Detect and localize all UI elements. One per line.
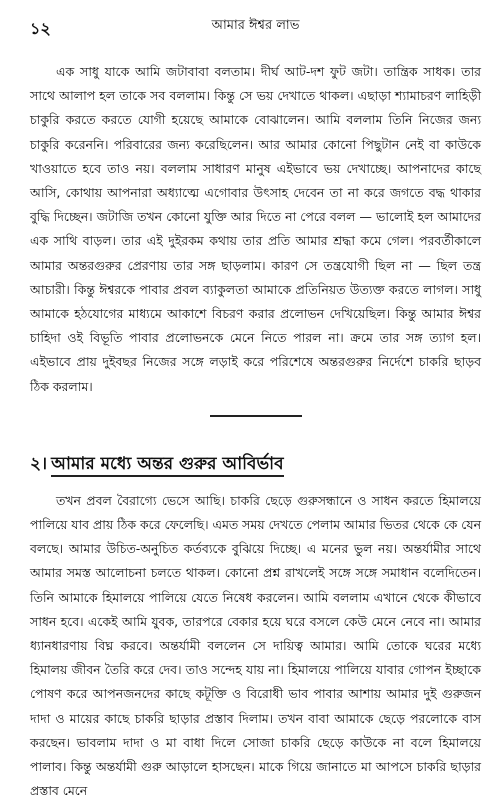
running-title: আমার ঈশ্বর লাভ bbox=[211, 18, 300, 33]
page-number: ১২ bbox=[30, 19, 51, 38]
page-header bbox=[30, 12, 481, 42]
section-divider bbox=[210, 415, 302, 417]
section-title: আমার মধ্যে অন্তর গুরুর আবির্ভাব bbox=[51, 454, 283, 477]
section-heading bbox=[30, 451, 481, 477]
paragraph-1: এক সাধু যাকে আমি জটাবাবা বলতাম। দীর্ঘ আট-দশ ফুট জটা। তান্ত্রিক সাধক। তার সাথে আলাপ হল তাকে সব বললাম। কিন্তু সে ভয় দেখাতে থাকল। এছাড়া শ্যামাচরণ লাহিড়ী চাকুরি করতে করতে যোগী হয়েছে আমাকে বোঝালেন। আমি বললাম তিনি নিজের জন্য চাকুরি করেননি। পরিবারের জন্য করেছিলেন। আর আমার কোনো পিছুটান নেই বা কাউকে খাওয়াতে হবে তাও নয়। বললাম সাধারণ মানুষ এইভাবে ভয় দেখাচ্ছে। আপনাদের কাছে আসি, কোথায় আপনারা অধ্যাত্মে এগোবার উৎসাহ দেবেন তা না করে জগতে বদ্ধ থাকার বুদ্ধি দিচ্ছেন। জটাজি তখন কোনো যুক্তি আর দিতে না পেরে বলল — ভালোই হল আমাদের এক সাথি বাড়ল। তার এই দুইরকম কথায় তার প্রতি আমার শ্রদ্ধা কমে গেল। পরবর্তীকালে আমার অন্তরগুরুর প্রেরণায় তার সঙ্গ ছাড়লাম। কারণ সে তন্ত্রযোগী ছিল না — ছিল তন্ত্র আচারী। কিন্তু ঈশ্বরকে পাবার প্রবল ব্যাকুলতা আমাকে প্রতিনিয়ত উত্যক্ত করতে লাগল। সাধু আমাকে হঠযোগের মাধ্যমে আকাশে বিচরণ করার প্রলোভন দেখিয়েছিল। কিন্তু আমার ঈশ্বর চাহিদা ওই বিভূতি পাবার প্রলোভনকে মেনে নিতে পারল না। ক্রমে তার সঙ্গ ত্যাগ হল। এইভাবে প্রায় দুইবছর নিজের সঙ্গে লড়াই করে পরিশেষে অন্তরগুরুর নির্দেশে চাকরি ছাড়ব ঠিক করলাম। bbox=[30, 64, 481, 394]
section-number: ২। bbox=[30, 453, 48, 474]
paragraph-2: তখন প্রবল বৈরাগ্যে ভেসে আছি। চাকরি ছেড়ে গুরুসন্ধানে ও সাধন করতে হিমালয়ে পালিয়ে যাব প্রায় ঠিক করে ফেলেছি। এমত সময় দেখতে পেলাম আমার ভিতর থেকে কে যেন বলছে। আমার উচিত-অনুচিত কর্তব্যকে বুঝিয়ে দিচ্ছে। এ মনের ভুল নয়। অন্তর্যামীর সাথে আমার সমস্ত আলোচনা চলতে থাকল। কোনো প্রশ্ন রাখলেই সঙ্গে সঙ্গে সমাধান বলেদিতেন। তিনি আমাকে হিমালয়ে পালিয়ে যেতে নিষেধ করলেন। আমি বললাম এখানে থেকে কীভাবে সাধন হবে। একেই আমি যুবক, তারপরে বেকার হয়ে ঘরে বসলে কেউ মেনে নেবে না। আমার ধ্যানধারণায় বিঘ্ন করবে। অন্তর্যামী বললেন সে দায়িত্ব আমার। আমি তোকে ঘরের মধ্যে হিমালয় জীবন তৈরি করে দেব। তাও সন্দেহ যায় না। হিমালয়ে পালিয়ে যাবার গোপন ইচ্ছাকে পোষণ করে আপনজনদের কাছে কটূক্তি ও বিরোধী ভাব পাবার আশায় আমার দুই গুরুজন দাদা ও মায়ের কাছে চাকরি ছাড়ার প্রস্তাব দিলাম। তখন বাবা আমাকে ছেড়ে পরলোকে বাস করছেন। ভাবলাম দাদা ও মা বাধা দিলে সোজা চাকরি ছেড়ে কাউকে না বলে হিমালয়ে পালাব। কিন্তু অন্তর্যামী গুরু আড়ালে হাসছেন। মাকে গিয়ে জানাতে মা আপসে চাকরি ছাড়ার প্রস্তাব মেনে bbox=[30, 492, 481, 799]
